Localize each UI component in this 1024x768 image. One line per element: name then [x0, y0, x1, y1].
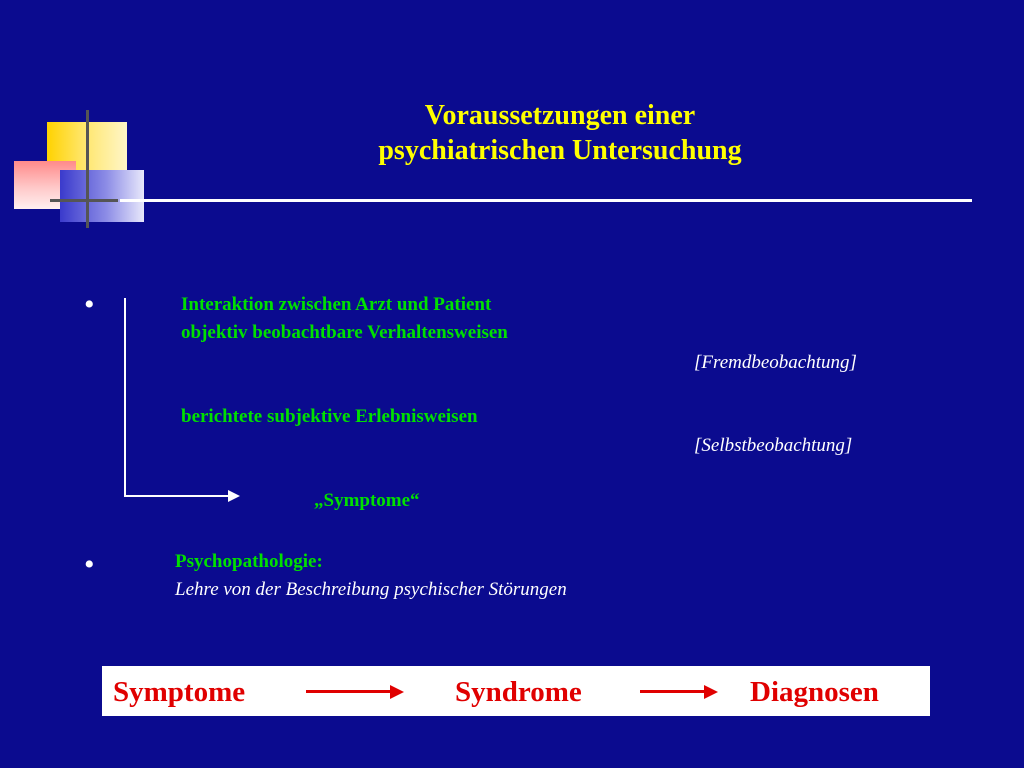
subjective-experience-text: berichtete subjektive Erlebnisweisen	[181, 406, 478, 427]
flow-step-syndrome: Syndrome	[455, 676, 582, 708]
interaction-text: Interaktion zwischen Arzt und Patient	[181, 294, 492, 315]
symptome-result: „Symptome“	[314, 490, 420, 511]
slide-title	[300, 98, 820, 168]
bracket-arrow-icon	[228, 490, 240, 502]
flow-arrow-1-line	[306, 690, 392, 693]
flow-step-symptome: Symptome	[113, 676, 246, 708]
decor-blue-square	[60, 170, 144, 222]
title-underline	[120, 199, 972, 202]
flow-arrow-2-icon	[704, 685, 718, 699]
flow-step-diagnosen: Diagnosen	[750, 676, 879, 708]
bracket-horizontal	[124, 495, 230, 497]
flow-arrow-2-line	[640, 690, 706, 693]
title-line-2: psychiatrischen Untersuchung	[378, 135, 742, 166]
fremdbeobachtung-note: [Fremdbeobachtung]	[694, 352, 857, 373]
psychopathologie-definition: Lehre von der Beschreibung psychischer Störungen	[175, 579, 567, 600]
decor-vertical-line	[86, 110, 89, 228]
decor-horizontal-line	[50, 199, 118, 202]
selbstbeobachtung-note: [Selbstbeobachtung]	[694, 435, 853, 456]
observable-behaviour-text: objektiv beobachtbare Verhaltensweisen	[181, 322, 508, 343]
flow-arrow-1-icon	[390, 685, 404, 699]
bracket-vertical	[124, 298, 126, 496]
psychopathologie-heading: Psychopathologie:	[175, 551, 323, 572]
bullet-2: •	[84, 548, 95, 581]
title-line-1: Voraussetzungen einer	[424, 100, 696, 131]
bullet-1: •	[84, 288, 95, 321]
